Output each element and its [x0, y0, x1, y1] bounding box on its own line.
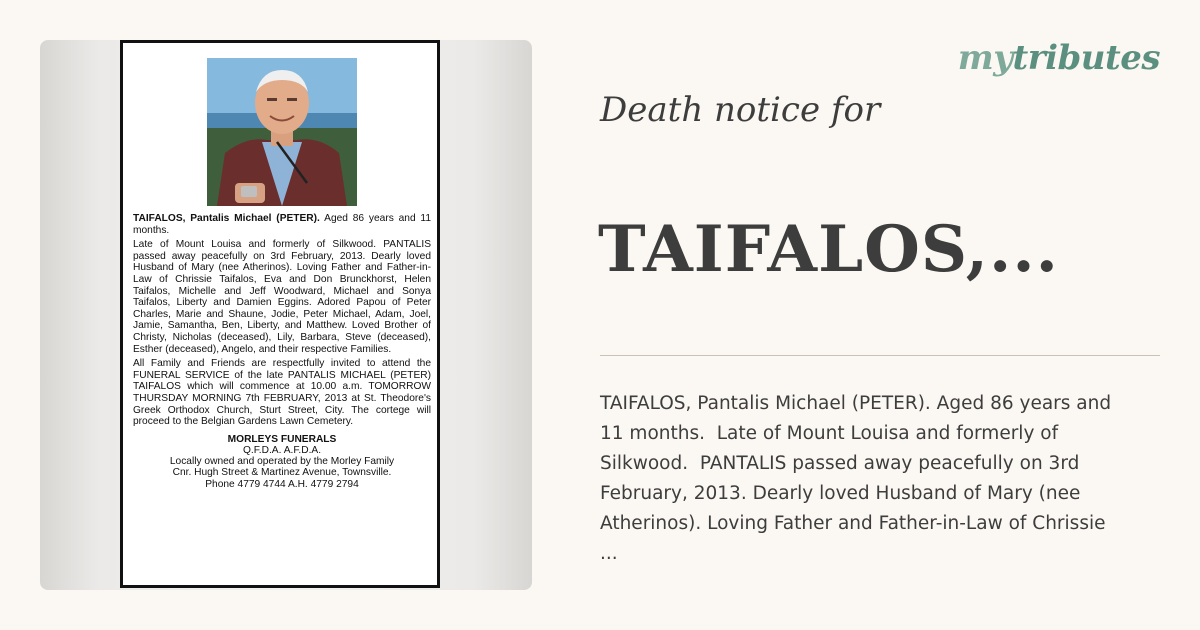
newspaper-notice [120, 40, 440, 588]
notice-lead [133, 213, 431, 236]
notice-lead-rest: Aged 86 years and 11 months. [133, 213, 432, 236]
notice-lead-name: TAIFALOS, Pantalis Michael (PETER). [133, 213, 320, 224]
notice-paragraph-funeral: All Family and Friends are respectfully invited to attend the FUNERAL SERVICE of the late PANTALIS MICHAEL (PETER) TAIFALOS which will commence at 10.00 a.m. TOMORROW THURSDAY MORNING 7th FEBRUARY, 2013 at St. Theodore's Greek Orthodox Church, Sturt Street, City. The cortege will proceed to the Belgian Gardens Lawn Cemetery. [133, 358, 431, 428]
notice-image-panel [40, 40, 532, 590]
funeral-home-block [133, 434, 431, 490]
notice-body [133, 213, 431, 490]
funeral-home-line: Cnr. Hugh Street & Martinez Avenue, Townsville. [172, 467, 392, 479]
logo-prefix: my [957, 38, 1013, 78]
deceased-photo [207, 58, 357, 206]
funeral-home-line: Phone 4779 4744 A.H. 4779 2794 [205, 478, 359, 490]
mytributes-logo [958, 38, 1160, 78]
deceased-name: TAIFALOS,... [598, 212, 1059, 287]
funeral-home-line: Locally owned and operated by the Morley Family [169, 456, 395, 468]
page-heading: Death notice for [600, 90, 881, 130]
notice-excerpt: TAIFALOS, Pantalis Michael (PETER). Aged 86 years and 11 months. Late of Mount Louisa and formerly of Silkwood. PANTALIS passed away peacefully on 3rd February, 2013. Dearly loved Husband of Mary (nee Atherinos). Loving Father and Father-in-Law of Chrissie ... [600, 393, 1112, 564]
funeral-home-name: MORLEYS FUNERALS [227, 433, 337, 445]
logo-suffix: tributes [1012, 38, 1160, 78]
notice-paragraph-family: Late of Mount Louisa and formerly of Silkwood. PANTALIS passed away peacefully on 3rd February, 2013. Dearly loved Husband of Mary (nee Atherinos). Loving Father and Father-in-Law of Chrissie Taifalos, Eva and Don Brunckhorst, Helen Taifalos, Michelle and Jeff Woodward, Michael and Sonya Taifalos, Liberty and Damien Eggins. Adored Papou of Peter Charles, Marie and Shaune, Jodie, Peter Michael, Adam, Joel, Jamie, Samantha, Ben, Liberty, and Matthew. Loved Brother of Christy, Nicholas (deceased), Lily, Barbara, Steve (deceased), Esther (deceased), Angelo, and their respective Families. [133, 239, 431, 355]
funeral-home-line: Q.F.D.A. A.F.D.A. [242, 444, 322, 456]
divider [600, 355, 1160, 356]
